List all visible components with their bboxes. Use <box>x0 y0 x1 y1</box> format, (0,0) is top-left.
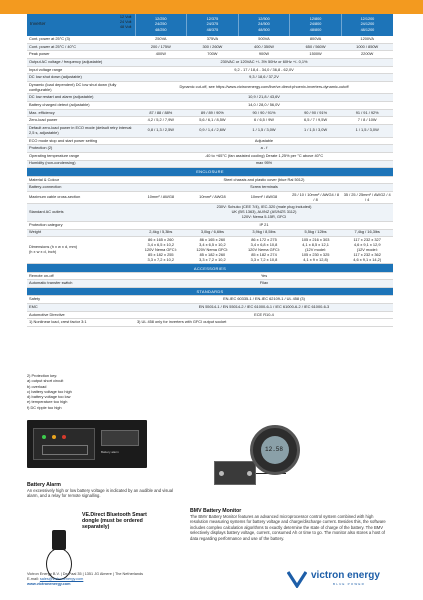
spec-value: 89 / 89 / 90% <box>187 109 239 117</box>
battery-alarm-panel-image <box>27 420 147 468</box>
spec-row <box>27 81 393 94</box>
footer-email-link[interactable]: sales@victronenergy.com <box>39 577 84 582</box>
spec-row <box>27 145 393 153</box>
spec-label: Dynamic (load dependent) DC low shut down (fully configurable) <box>27 81 135 94</box>
spec-label: Automatic transfer switch <box>27 280 135 288</box>
spec-row <box>27 117 393 125</box>
model-name: 48/375 <box>206 27 219 32</box>
spec-value: 200 / 175W <box>135 43 187 51</box>
protection-note: f) DC ripple too high <box>27 404 62 410</box>
bmv-text: The BMV Battery Monitor features an advanced microprocessor control system combined with high resolution measuring systems for battery voltage and charge/discharge current. Besides this, the software includes complex calculation algorithms to exactly determine the state of charge of the battery. The BMV selectively displays battery voltage, current, consumed Ah or time to go. The monitor also stores a host of data regarding performance and use of the battery. <box>190 514 386 541</box>
protection-note: e) temperature too high <box>27 399 68 405</box>
protection-note: a) output short circuit <box>27 378 64 384</box>
footnote-right: 3) UL 458 only for inverters with GFCI output socket <box>135 319 393 327</box>
model-header-cell <box>341 14 393 36</box>
model-name: 24/800 <box>309 22 322 27</box>
spec-value: 300 / 260W <box>187 43 239 51</box>
alarm-display <box>101 430 139 446</box>
model-name: 12/500 <box>258 17 270 22</box>
spec-value: 1 / 1,5 / 3,0W <box>341 125 393 138</box>
spec-value: 87 / 88 / 88% <box>135 109 187 117</box>
spec-label: ECO mode stop and start power setting <box>27 137 135 145</box>
spec-row <box>27 74 393 82</box>
spec-value-span: ECE R10-4 <box>135 311 393 319</box>
spec-label: Protection (2) <box>27 145 135 153</box>
spec-value: 2200W <box>341 51 393 59</box>
spec-value-span: Steel chassis and plastic cover (blue Ral 5012) <box>135 176 393 184</box>
model-name: 24/1200 <box>360 22 375 27</box>
spec-value: 25 / 10 / 10mm² / AWG4 / 8 / 8 <box>290 191 342 204</box>
spec-value: 400W <box>135 51 187 59</box>
spec-value: 1200VA <box>341 36 393 43</box>
spec-value: 5,5kg / 12lbs <box>290 229 342 237</box>
spec-value: 91 / 91 / 92% <box>341 109 393 117</box>
spec-value-span: -40 to +65°C (fan assisted cooling) Derate 1,25% per °C above 40°C <box>135 152 393 160</box>
bolt-icon <box>219 471 224 476</box>
spec-value: 1 / 1,5 / 3,0W <box>238 125 290 138</box>
bmv-monitor-image <box>190 425 358 495</box>
inverter-header-row <box>27 14 393 36</box>
spec-row <box>27 109 393 117</box>
spec-value: 7 / 8 / 10W <box>341 117 393 125</box>
spec-row <box>27 304 393 312</box>
spec-value-span: Adjustable <box>135 137 393 145</box>
victron-logo-icon <box>287 570 307 588</box>
spec-row <box>27 191 393 204</box>
bmv-meter <box>250 425 300 475</box>
spec-value: 90 / 90 / 91% <box>290 109 342 117</box>
spec-label: Input voltage range <box>27 66 135 74</box>
spec-label: Safety <box>27 296 135 304</box>
spec-value: 90 / 90 / 91% <box>238 109 290 117</box>
spec-label: Cont. power at 25°C / 40°C <box>27 43 135 51</box>
spec-value: 700W <box>187 51 239 59</box>
spec-row <box>27 221 393 229</box>
spec-row <box>27 102 393 110</box>
meter-face <box>261 436 289 464</box>
spec-row <box>27 160 393 168</box>
footer <box>27 572 227 587</box>
spec-label: Dimensions (h x w x d, mm) (h x w x d, inch) <box>27 237 135 264</box>
spec-label: Automotive Directive <box>27 311 135 319</box>
shunt-image <box>214 461 256 485</box>
model-name: 48/250 <box>154 27 167 32</box>
spec-value: 10mm² / AWG8 <box>187 191 239 204</box>
inverter-header-label <box>27 14 135 36</box>
dongle-body <box>52 530 66 550</box>
spec-row <box>27 272 393 280</box>
spec-value: 4,2 / 5,2 / 7,9W <box>135 117 187 125</box>
protection-note: c) battery voltage too high <box>27 388 72 394</box>
spec-value: 1500W <box>290 51 342 59</box>
footer-email-label: E-mail: <box>27 577 40 582</box>
spec-value: 117 x 232 x 327 4,6 x 9,1 x 12,9 (12V model: 117 x 232 x 362 4,6 x 9,1 x 14,2) <box>341 237 393 264</box>
enclosure-section-row <box>27 168 393 176</box>
spec-value: 6 / 6,5 / 9W <box>238 117 290 125</box>
bolt-icon <box>247 471 252 476</box>
spec-value-span: 9,3 / 18,6 / 37,2V <box>135 74 393 82</box>
spec-row <box>27 237 393 264</box>
spec-value: 86 x 172 x 275 3,4 x 6,8 x 10,8 120V Nema GFCI: 85 x 182 x 274 3,3 x 7,2 x 10,8 <box>238 237 290 264</box>
protection-note: 2) Protection key: <box>27 373 58 378</box>
spec-value: 7,4kg / 16,3lbs <box>341 229 393 237</box>
model-header-cell <box>238 14 290 36</box>
model-name: 24/500 <box>258 22 270 27</box>
volt-labels <box>120 15 132 30</box>
accessories-section-row <box>27 264 393 272</box>
led-red-icon <box>62 435 66 439</box>
led-orange-icon <box>52 435 56 439</box>
spec-label: Weight <box>27 229 135 237</box>
bluetooth-dongle-title: VE.Direct Bluetooth Smart dongle (must be ordered separately) <box>82 512 147 531</box>
model-name: 48/800 <box>309 27 322 32</box>
model-header-cell <box>135 14 187 36</box>
spec-row <box>27 204 393 221</box>
spec-value: 900W <box>238 51 290 59</box>
top-accent-band <box>0 0 423 14</box>
spec-label: Remote on-off <box>27 272 135 280</box>
spec-label: Zero-load power <box>27 117 135 125</box>
spec-value-span: Yes <box>135 272 393 280</box>
standards-section-row <box>27 288 393 296</box>
spec-value-span: Screw terminals <box>135 184 393 192</box>
spec-sheet <box>27 14 393 327</box>
bmv-title: BMV Battery Monitor <box>190 508 242 514</box>
spec-value: 400 / 350W <box>238 43 290 51</box>
spec-value: 1000 / 850W <box>341 43 393 51</box>
spec-label: Output AC voltage / frequency (adjustable) <box>27 58 135 66</box>
spec-label: EMC <box>27 304 135 312</box>
spec-value: 800VA <box>290 36 342 43</box>
spec-value: 35 / 25 / 25mm² / AWG2 / 4 / 4 <box>341 191 393 204</box>
footnote-row <box>27 319 393 327</box>
logo-tagline: BLUE POWER <box>333 582 366 586</box>
spec-label: DC low restart and alarm (adjustable) <box>27 94 135 102</box>
spec-value: 0,9 / 1,4 / 2,6W <box>187 125 239 138</box>
model-name: 12/250 <box>154 17 167 22</box>
spec-value: 375VA <box>187 36 239 43</box>
spec-label: Peak power <box>27 51 135 59</box>
volt-label: 12 Volt <box>119 15 132 19</box>
spec-value: 250VA <box>135 36 187 43</box>
logo-brand: victron energy <box>311 570 380 581</box>
spec-value-span: 14,0 / 28,0 / 56,0V <box>135 102 393 110</box>
spec-value: 86 x 165 x 260 3,4 x 6,5 x 10,2 120V Nema GFCI: 85 x 182 x 255 3,3 x 7,2 x 10,2 <box>135 237 187 264</box>
volt-label: 48 Volt <box>119 25 132 30</box>
spec-label: Material & Colour <box>27 176 135 184</box>
protection-note: d) battery voltage too low <box>27 394 71 400</box>
spec-value: 2,4kg / 5,3lbs <box>135 229 187 237</box>
spec-value: 0,8 / 1,3 / 2,5W <box>135 125 187 138</box>
spec-label: Battery charged detect (adjustable) <box>27 102 135 110</box>
spec-row <box>27 229 393 237</box>
battery-alarm-feature <box>27 482 177 499</box>
model-header-cell <box>290 14 342 36</box>
spec-row <box>27 125 393 138</box>
inverter-label: Inverter <box>30 21 46 26</box>
spec-value-span: Dynamic cut-off, see https://www.victronenergy.com/live/ve.direct:phoenix-inverters-dynamic-cutoff <box>135 81 393 94</box>
spec-row <box>27 296 393 304</box>
victron-logo <box>287 568 397 590</box>
spec-row <box>27 94 393 102</box>
spec-value: 10mm² / AWG8 <box>238 191 290 204</box>
protection-notes <box>27 373 393 410</box>
spec-row <box>27 66 393 74</box>
spec-label: Battery-connection <box>27 184 135 192</box>
spec-value-span: 230V: Schuko (CEE 7/4), IEC-320 (male plug included) UK (BS 1363), AU/NZ (AS/NZS 3112) 120V: Nema 5-15R, GFCI <box>135 204 393 221</box>
spec-row <box>27 36 393 43</box>
spec-label: Standard AC outlets <box>27 204 135 221</box>
spec-value: 6,5 / 7 / 9,5W <box>290 117 342 125</box>
spec-value-span: a - f <box>135 145 393 153</box>
spec-row <box>27 280 393 288</box>
spec-value: 3,0kg / 6,6lbs <box>187 229 239 237</box>
spec-value-span: EN 55014-1 / EN 55014-2 / IEC 61000-6-1 / IEC 61000-6-2 / IEC 61000-6-3 <box>135 304 393 312</box>
spec-value-span: IP 21 <box>135 221 393 229</box>
battery-alarm-title: Battery Alarm <box>27 482 61 488</box>
meter-reading: 12.58 <box>265 446 284 453</box>
spec-label: Protection category <box>27 221 135 229</box>
led-green-icon <box>42 435 46 439</box>
spec-value-span: EN-IEC 60335-1 / EN-IEC 62109-1 / UL 458 (3) <box>135 296 393 304</box>
model-name: 12/800 <box>309 17 322 22</box>
spec-value-span: 10,9 / 21,8 / 43,6V <box>135 94 393 102</box>
footnote-left: 1) Nonlinear load, crest factor 3:1 <box>27 319 135 327</box>
spec-label: Humidity (non-condensing) <box>27 160 135 168</box>
spec-value: 86 x 165 x 260 3,4 x 6,5 x 10,2 120V Nema GFCI: 85 x 182 x 260 3,3 x 7,2 x 10,2 <box>187 237 239 264</box>
spec-row <box>27 311 393 319</box>
panel-caption: Battery alarm <box>101 450 119 454</box>
model-name: 48/500 <box>258 27 270 32</box>
protection-note: b) overload <box>27 383 47 389</box>
spec-value-span: 230VAC or 120VAC +/- 3% 50Hz or 60Hz +/- 0,1% <box>135 58 393 66</box>
standards-section-title: STANDARDS <box>27 288 393 296</box>
model-header-cell <box>187 14 239 36</box>
spec-value: 10mm² / AWG8 <box>135 191 187 204</box>
spec-label: Default zero-load power in ECO mode (default retry interval: 2,5 s, adjustable) <box>27 125 135 138</box>
spec-value: 5,6 / 6,1 / 8,5W <box>187 117 239 125</box>
spec-row <box>27 152 393 160</box>
spec-row <box>27 43 393 51</box>
alarm-panel <box>33 428 95 460</box>
model-name: 48/1200 <box>360 27 375 32</box>
connector-block <box>42 445 88 455</box>
bmv-feature <box>190 508 390 541</box>
spec-value: 650 / 560W <box>290 43 342 51</box>
model-name: 12/375 <box>206 17 219 22</box>
spec-row <box>27 176 393 184</box>
footer-address: Victron Energy B.V. | De Paal 35 | 1351 JG Almere | The Netherlands <box>27 572 144 576</box>
footer-website-link[interactable]: www.victronenergy.com <box>27 582 71 587</box>
spec-row <box>27 184 393 192</box>
spec-value: 1 / 1,5 / 3,0W <box>290 125 342 138</box>
spec-label: DC low shut down (adjustable) <box>27 74 135 82</box>
spec-row <box>27 51 393 59</box>
model-name: 24/250 <box>154 22 167 27</box>
enclosure-section-title: ENCLOSURE <box>27 168 393 176</box>
accessories-section-title: ACCESSORIES <box>27 264 393 272</box>
spec-row <box>27 58 393 66</box>
spec-table <box>27 14 393 327</box>
battery-alarm-text: An excessively high or low battery voltage is indicated by an audible and visual alarm, and a relay for remote signalling. <box>27 488 173 499</box>
model-name: 24/375 <box>206 22 219 27</box>
model-name: 12/1200 <box>360 17 375 22</box>
spec-value-span: 9,2 - 17 / 18,4 - 34,0 / 36,8 - 62,0V <box>135 66 393 74</box>
spec-label: Max. efficiency <box>27 109 135 117</box>
spec-row <box>27 137 393 145</box>
spec-value-span: max 95% <box>135 160 393 168</box>
spec-value: 500VA <box>238 36 290 43</box>
spec-label: Maximum cable cross-section <box>27 191 135 204</box>
spec-value-span: Filax <box>135 280 393 288</box>
spec-label: Cont. power at 25°C (3) <box>27 36 135 43</box>
spec-label: Operating temperature range <box>27 152 135 160</box>
spec-value: 3,9kg / 8,5lbs <box>238 229 290 237</box>
spec-value: 105 x 216 x 303 4,1 x 8,5 x 12,1 (12V model: 105 x 230 x 325 4,1 x 9 x 12,8) <box>290 237 342 264</box>
volt-label: 24 Volt <box>119 20 132 25</box>
